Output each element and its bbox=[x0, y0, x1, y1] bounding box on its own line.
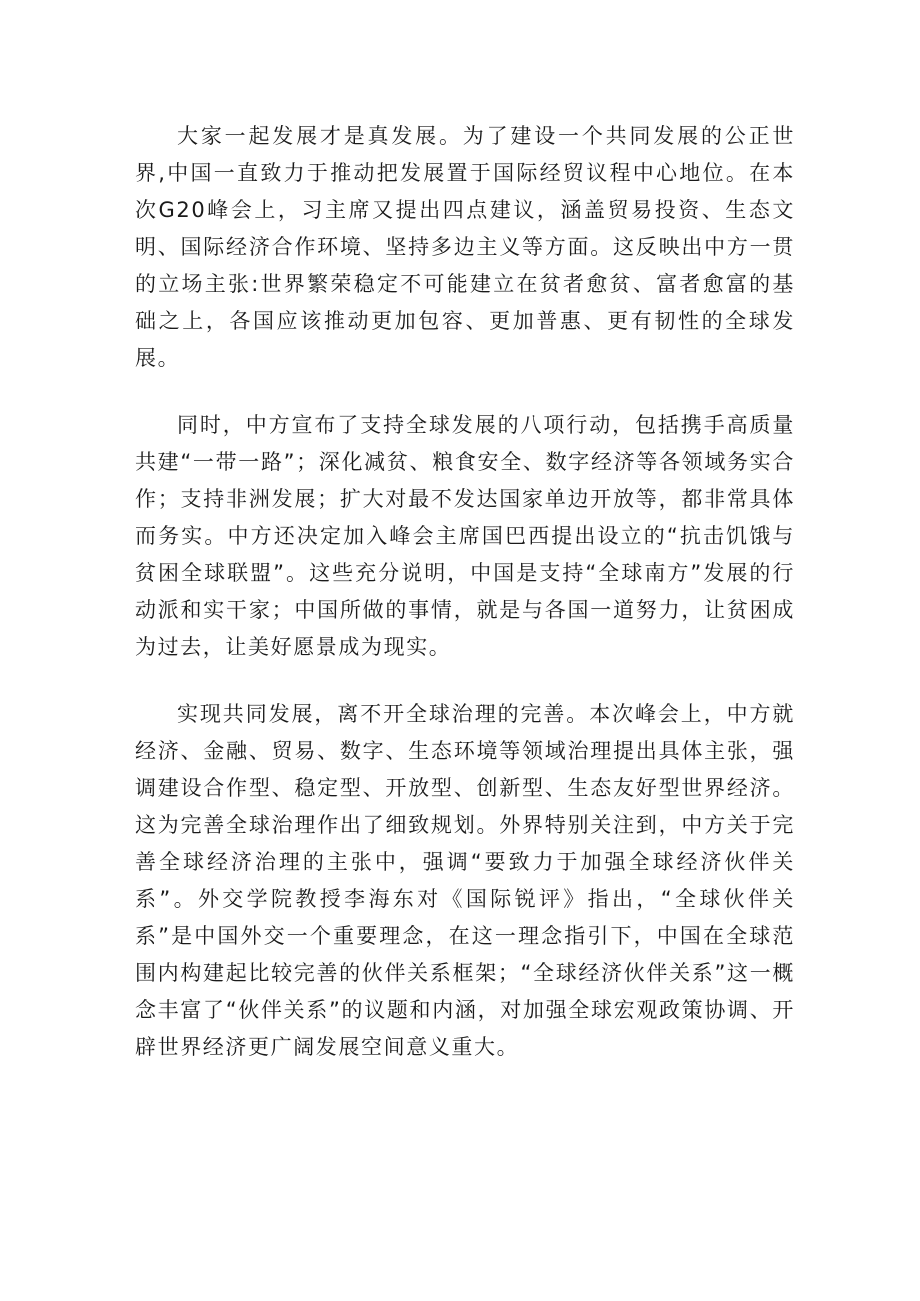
paragraph-3: 实现共同发展，离不开全球治理的完善。本次峰会上，中方就经济、金融、贸易、数字、生态环境等领域治理提出具体主张，强调建设合作型、稳定型、开放型、创新型、生态友好型世界经济。这为完善全球治理作出了细致规划。外界特别关注到，中方关于完善全球经济治理的主张中，强调“要致力于加强全球经济伙伴关系”。外交学院教授李海东对《国际锐评》指出，“全球伙伴关系”是中国外交一个重要理念，在这一理念指引下，中国在全球范围内构建起比较完善的伙伴关系框架；“全球经济伙伴关系”这一概念丰富了“伙伴关系”的议题和内涵，对加强全球宏观政策协调、开辟世界经济更广阔发展空间意义重大。 bbox=[135, 702, 795, 1059]
paragraph-2: 同时，中方宣布了支持全球发展的八项行动，包括携手高质量共建“一带一路”；深化减贫、粮食安全、数字经济等各领域务实合作；支持非洲发展；扩大对最不发达国家单边开放等，都非常具体而务实。中方还决定加入峰会主席国巴西提出设立的“抗击饥饿与贫困全球联盟”。这些充分说明，中国是支持“全球南方”发展的行动派和实干家；中国所做的事情，就是与各国一道努力，让贫困成为过去，让美好愿景成为现实。 bbox=[135, 413, 795, 659]
document-body bbox=[135, 118, 795, 1098]
paragraph-1: 大家一起发展才是真发展。为了建设一个共同发展的公正世界,中国一直致力于推动把发展置于国际经贸议程中心地位。在本次G20峰会上，习主席又提出四点建议，涵盖贸易投资、生态文明、国际经济合作环境、坚持多边主义等方面。这反映出中方一贯的立场主张:世界繁荣稳定不可能建立在贫者愈贫、富者愈富的基础之上，各国应该推动更加包容、更加普惠、更有韧性的全球发展。 bbox=[135, 124, 795, 370]
